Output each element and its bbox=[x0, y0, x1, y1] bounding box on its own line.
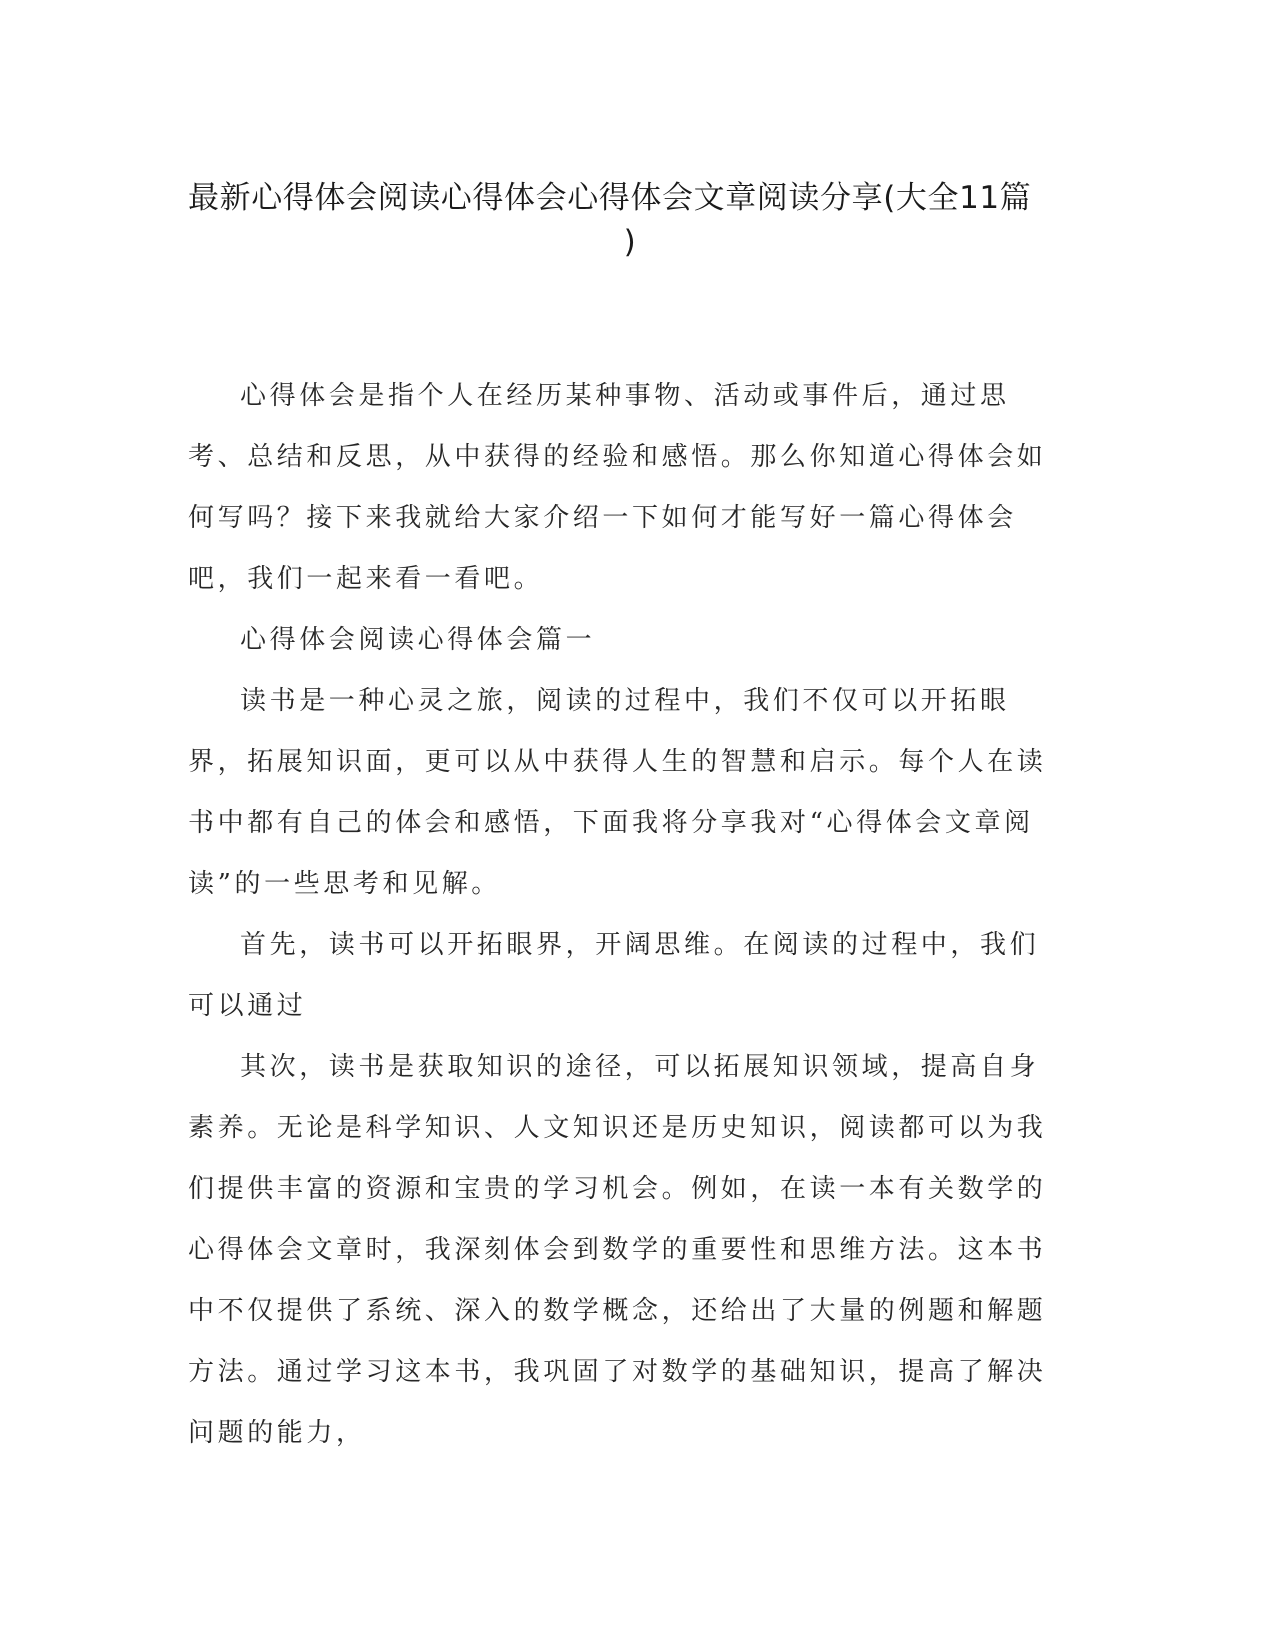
body-paragraph: 读书是一种心灵之旅，阅读的过程中，我们不仅可以开拓眼界，拓展知识面，更可以从中获得人生的智慧和启示。每个人在读书中都有自己的体会和感悟，下面我将分享我对“心得体会文章阅读”的一些思考和见解。 bbox=[188, 686, 1047, 899]
body-paragraph: 其次，读书是获取知识的途径，可以拓展知识领域，提高自身素养。无论是科学知识、人文知识还是历史知识，阅读都可以为我们提供丰富的资源和宝贵的学习机会。例如，在读一本有关数学的心得体会文章时，我深刻体会到数学的重要性和思维方法。这本书中不仅提供了系统、深入的数学概念，还给出了大量的例题和解题方法。通过学习这本书，我巩固了对数学的基础知识，提高了解决问题的能力， bbox=[188, 1052, 1047, 1448]
title-line-2: ) bbox=[623, 224, 637, 260]
document-title bbox=[188, 176, 1088, 264]
body-paragraph: 首先，读书可以开拓眼界，开阔思维。在阅读的过程中，我们可以通过 bbox=[188, 930, 1040, 1021]
document-body bbox=[188, 366, 1068, 1464]
title-line-1: 最新心得体会阅读心得体会心得体会文章阅读分享(大全11篇 bbox=[188, 180, 1032, 216]
section-heading: 心得体会阅读心得体会篇一 bbox=[240, 625, 596, 655]
intro-paragraph: 心得体会是指个人在经历某种事物、活动或事件后，通过思考、总结和反思，从中获得的经验和感悟。那么你知道心得体会如何写吗？接下来我就给大家介绍一下如何才能写好一篇心得体会吧，我们一起来看一看吧。 bbox=[188, 381, 1047, 594]
